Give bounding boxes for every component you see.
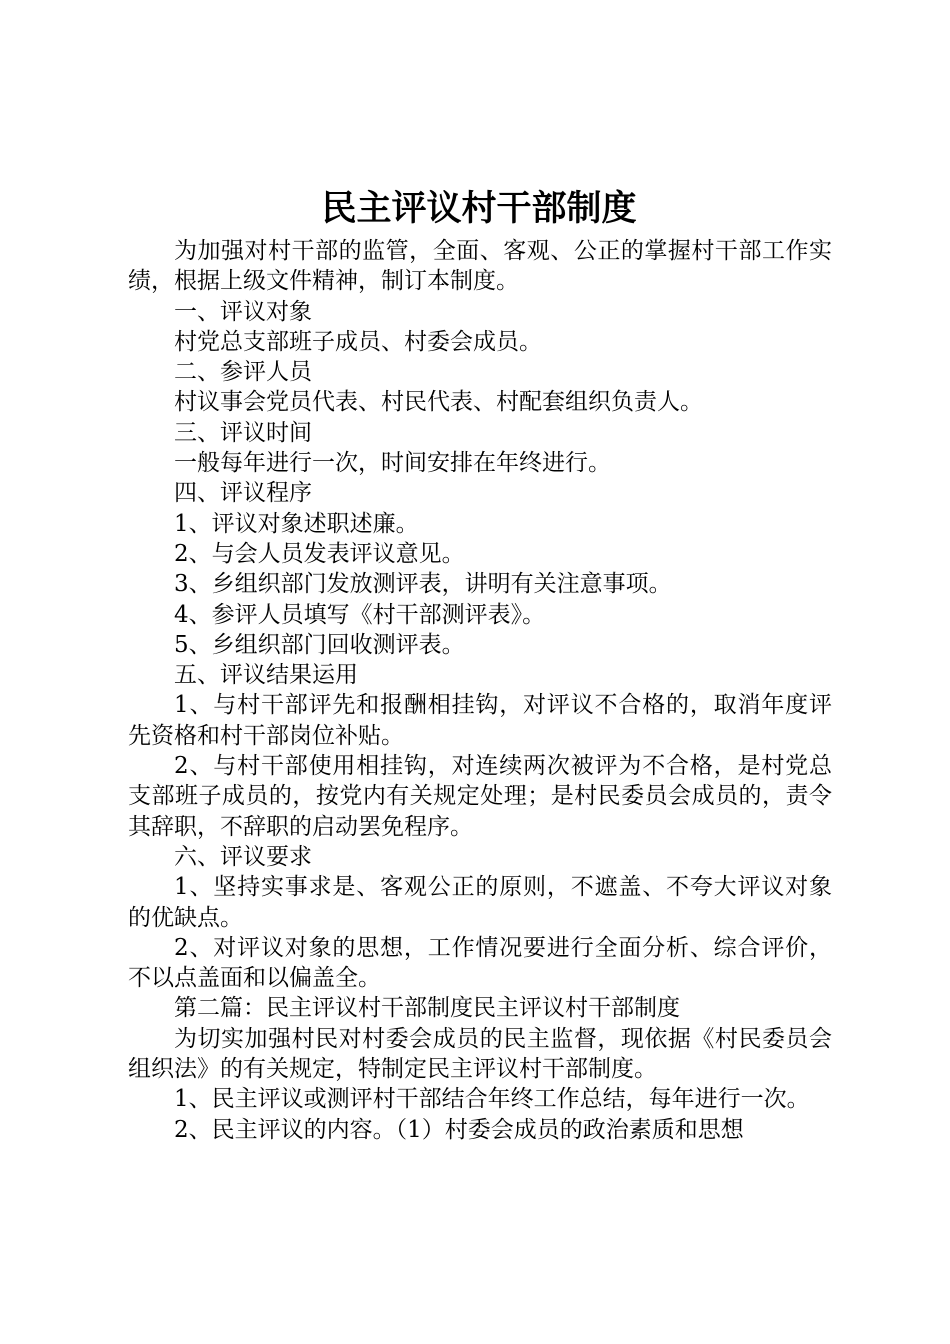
body-paragraph: 村议事会党员代表、村民代表、村配套组织负责人。 xyxy=(174,389,703,416)
document-body xyxy=(128,236,832,1145)
list-item: 3、乡组织部门发放测评表，讲明有关注意事项。 xyxy=(174,571,672,598)
document-title: 民主评议村干部制度 xyxy=(321,189,637,229)
list-item: 2、民主评议的内容。（1）村委会成员的政治素质和思想 xyxy=(174,1116,744,1143)
list-item: 5、乡组织部门回收测评表。 xyxy=(174,631,465,658)
list-item: 2、与村干部使用相挂钩，对连续两次被评为不合格，是村党总支部班子成员的，按党内有关规定处理；是村民委员会成员的，责令其辞职，不辞职的启动罢免程序。 xyxy=(128,753,832,840)
section-heading-results: 五、评议结果运用 xyxy=(174,662,358,689)
part-two-heading: 第二篇：民主评议村干部制度民主评议村干部制度 xyxy=(174,995,680,1022)
section-heading-procedure: 四、评议程序 xyxy=(174,480,312,507)
list-item: 2、与会人员发表评议意见。 xyxy=(174,540,465,567)
list-item: 1、坚持实事求是、客观公正的原则，不遮盖、不夸大评议对象的优缺点。 xyxy=(128,874,832,931)
section-heading-targets: 一、评议对象 xyxy=(174,298,312,325)
section-heading-requirements: 六、评议要求 xyxy=(174,843,312,870)
list-item: 4、参评人员填写《村干部测评表》。 xyxy=(174,601,546,628)
list-item: 1、与村干部评先和报酬相挂钩，对评议不合格的，取消年度评先资格和村干部岗位补贴。 xyxy=(128,692,832,749)
section-heading-time: 三、评议时间 xyxy=(174,419,312,446)
list-item: 1、评议对象述职述廉。 xyxy=(174,510,419,537)
body-paragraph: 为切实加强村民对村委会成员的民主监督，现依据《村民委员会组织法》的有关规定，特制定民主评议村干部制度。 xyxy=(128,1025,832,1083)
list-item: 1、民主评议或测评村干部结合年终工作总结，每年进行一次。 xyxy=(174,1086,810,1113)
body-paragraph: 一般每年进行一次，时间安排在年终进行。 xyxy=(174,450,611,477)
section-heading-participants: 二、参评人员 xyxy=(174,359,312,386)
intro-paragraph: 为加强对村干部的监管，全面、客观、公正的掌握村干部工作实绩，根据上级文件精神，制订本制度。 xyxy=(128,238,832,295)
list-item: 2、对评议对象的思想，工作情况要进行全面分析、综合评价，不以点盖面和以偏盖全。 xyxy=(128,934,832,992)
body-paragraph: 村党总支部班子成员、村委会成员。 xyxy=(174,328,542,355)
